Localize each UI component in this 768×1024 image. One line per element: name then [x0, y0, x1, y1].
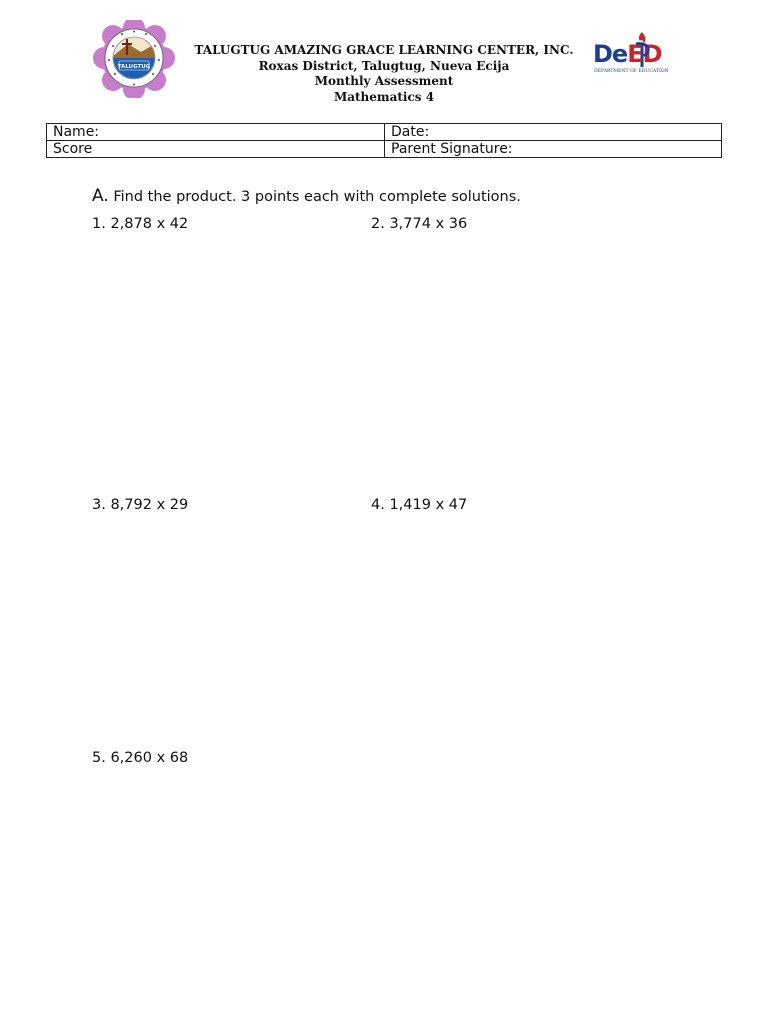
assessment-title: Monthly Assessment — [314, 74, 454, 88]
name-field[interactable]: Name: — [47, 124, 385, 141]
problem-2: 2. 3,774 x 36 — [371, 216, 468, 232]
subject-title: Mathematics 4 — [333, 89, 435, 104]
school-name: TALUGTUG AMAZING GRACE LEARNING CENTER, INC. — [194, 43, 574, 57]
table-row — [47, 141, 722, 158]
deped-subtext: DEPARTMENT OF EDUCATION — [594, 69, 669, 74]
student-info-table — [46, 123, 722, 158]
instruction-text: Find the product. 3 points each with complete solutions. — [108, 189, 521, 205]
deped-wordmark: DeED — [593, 40, 662, 68]
school-address: Roxas District, Talugtug, Nueva Ecija — [258, 58, 510, 73]
school-seal-logo — [93, 20, 175, 98]
problem-1: 1. 2,878 x 42 — [92, 216, 189, 232]
document-header — [184, 43, 584, 105]
date-field[interactable]: Date: — [385, 124, 722, 141]
table-row — [47, 124, 722, 141]
problem-4: 4. 1,419 x 47 — [371, 497, 468, 513]
deped-logo — [592, 30, 688, 76]
problem-3: 3. 8,792 x 29 — [92, 497, 189, 513]
score-field[interactable]: Score — [47, 141, 385, 158]
section-letter: A. — [92, 186, 109, 206]
instruction — [92, 186, 521, 206]
seal-text: TALUGTUG — [117, 64, 151, 70]
parent-signature-field[interactable]: Parent Signature: — [385, 141, 722, 158]
problem-5: 5. 6,260 x 68 — [92, 750, 189, 766]
